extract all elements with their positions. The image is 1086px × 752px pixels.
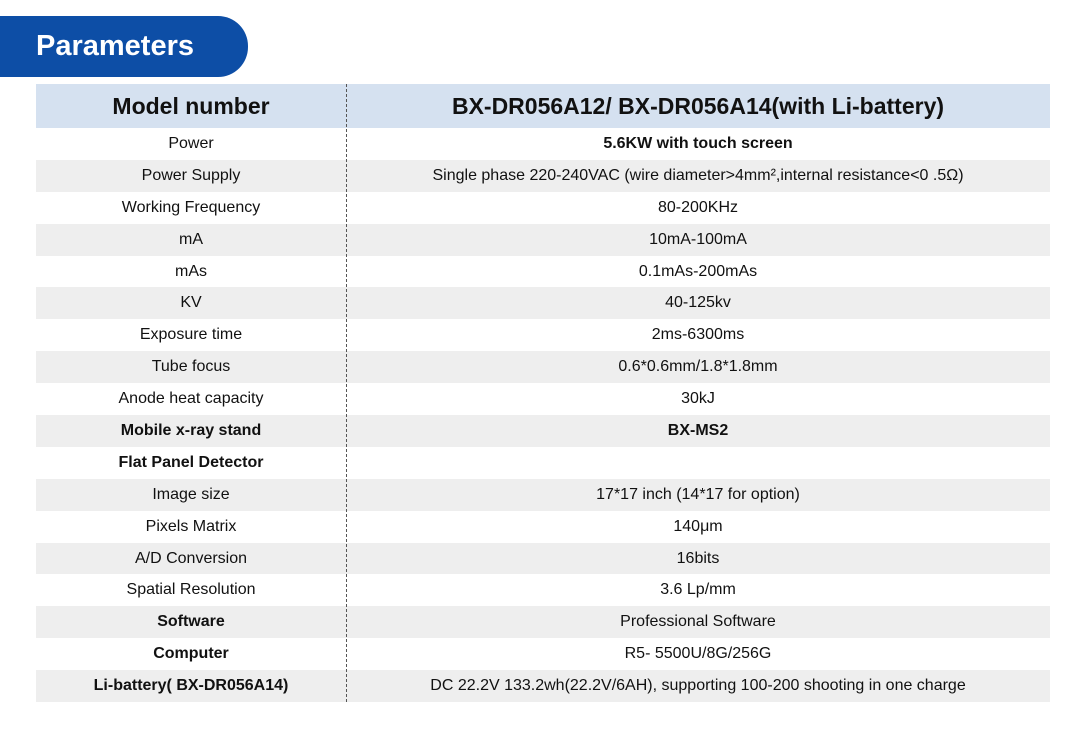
row-label: Mobile x-ray stand: [120, 421, 262, 439]
table-header: [36, 84, 1050, 128]
row-value: 10mA-100mA: [649, 230, 747, 248]
row-label: KV: [180, 294, 202, 312]
header-right: BX-DR056A12/ BX-DR056A14(with Li-battery): [451, 92, 945, 119]
row-value: 17*17 inch (14*17 for option): [596, 485, 800, 503]
table-row: [36, 256, 1050, 288]
table-row: [36, 606, 1050, 638]
table-row: [36, 287, 1050, 319]
table-row: [36, 160, 1050, 192]
row-label: Li-battery( BX-DR056A14): [93, 677, 289, 695]
row-label: Spatial Resolution: [126, 581, 256, 599]
column-divider: [346, 84, 347, 702]
row-label: Power: [168, 134, 214, 152]
row-label: Tube focus: [151, 358, 231, 376]
row-label: Exposure time: [139, 326, 243, 344]
row-label: mA: [179, 230, 203, 248]
row-value: Single phase 220-240VAC (wire diameter>4mm²,internal resistance<0 .5Ω): [432, 166, 964, 184]
table-row: [36, 383, 1050, 415]
table-row: [36, 128, 1050, 160]
row-value: 40-125kv: [665, 294, 731, 312]
table-row: [36, 319, 1050, 351]
row-value: 140μm: [673, 517, 723, 535]
row-label: Power Supply: [141, 166, 241, 184]
row-label: A/D Conversion: [134, 549, 248, 567]
row-value: 0.1mAs-200mAs: [638, 262, 758, 280]
row-label: Flat Panel Detector: [118, 453, 264, 471]
row-value: 30kJ: [681, 390, 715, 408]
row-label: Anode heat capacity: [118, 390, 264, 408]
parameters-banner: [0, 16, 248, 77]
row-value: BX-MS2: [667, 421, 729, 439]
row-value: DC 22.2V 133.2wh(22.2V/6AH), supporting 100-200 shooting in one charge: [430, 677, 966, 695]
table-row: [36, 543, 1050, 575]
table-row: [36, 574, 1050, 606]
table-row: [36, 447, 1050, 479]
row-value: 2ms-6300ms: [651, 326, 745, 344]
header-left: Model number: [112, 92, 270, 119]
row-value: 0.6*0.6mm/1.8*1.8mm: [618, 358, 778, 376]
parameters-table: [36, 84, 1050, 702]
row-label: Computer: [153, 645, 229, 663]
table-row: [36, 479, 1050, 511]
row-label: mAs: [175, 262, 207, 280]
table-row: [36, 638, 1050, 670]
row-value: Professional Software: [620, 613, 776, 631]
banner-title: Parameters: [36, 30, 194, 62]
table-row: [36, 511, 1050, 543]
row-value: 80-200KHz: [657, 198, 739, 216]
table-row: [36, 351, 1050, 383]
table-row: [36, 192, 1050, 224]
row-label: Image size: [152, 485, 230, 503]
table-row: [36, 415, 1050, 447]
row-label: Working Frequency: [121, 198, 261, 216]
row-value: 16bits: [676, 549, 720, 567]
table-row: [36, 224, 1050, 256]
row-value: 3.6 Lp/mm: [660, 581, 736, 599]
row-value: R5- 5500U/8G/256G: [624, 645, 772, 663]
row-label: Pixels Matrix: [145, 517, 237, 535]
row-label: Software: [157, 613, 225, 631]
table-row: [36, 670, 1050, 702]
row-value: 5.6KW with touch screen: [603, 134, 793, 152]
